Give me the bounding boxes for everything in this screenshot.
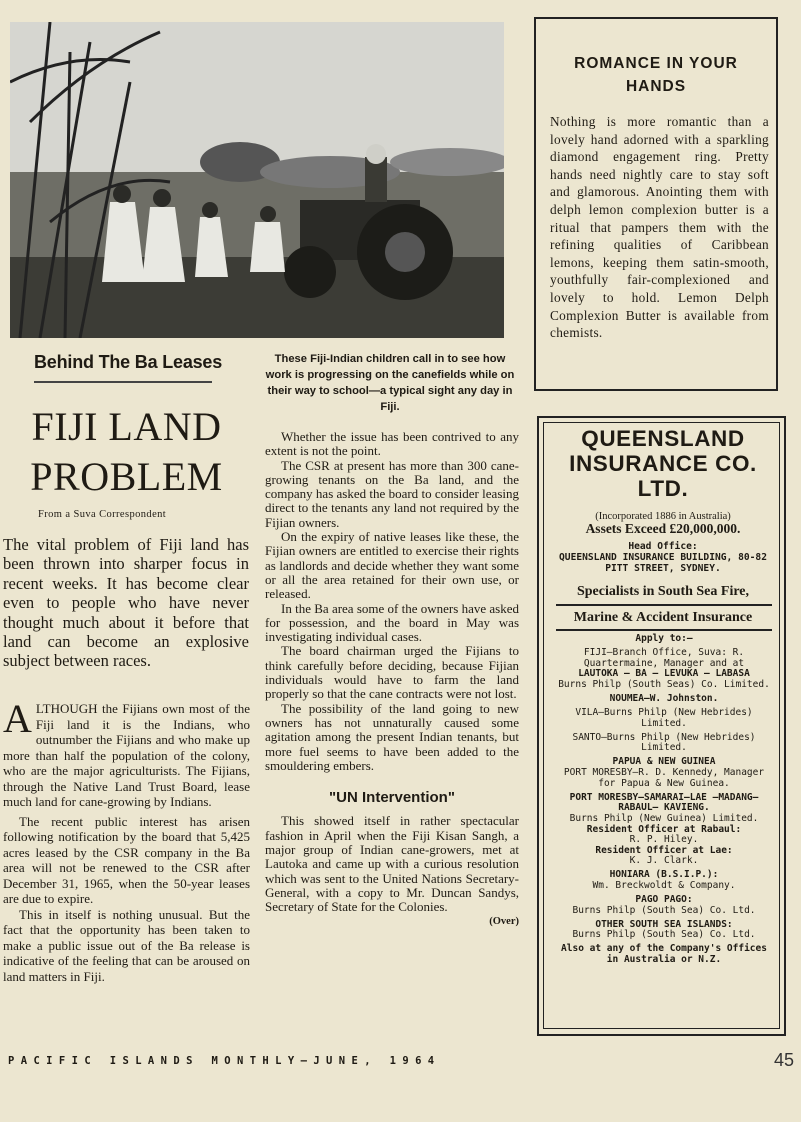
- other-islands-label: OTHER SOUTH SEA ISLANDS:: [595, 918, 733, 930]
- paragraph: This showed itself in rather spectacular fashion in April when the Fiji Kisan Sangh, a major group of Indian cane-growers, met at Lautoka and came up with a curious resolution which was sent to the United Nations Secretary-General, with a copy to Mr. Duncan Sandys, Secretary of State for the Colonies.: [265, 813, 519, 915]
- kicker-divider: [34, 381, 212, 383]
- section-subhead: "UN Intervention": [329, 789, 455, 807]
- paragraph: Whether the issue has been contrived to any extent is not the point.: [265, 429, 519, 459]
- agent-vila: VILA—Burns Philp (New Hebrides) Limited.: [575, 707, 753, 729]
- pago-label: PAGO PAGO:: [635, 894, 693, 906]
- insurance-company-name: QUEENSLAND INSURANCE CO. LTD.: [569, 426, 757, 501]
- title-line-1: FIJI LAND: [31, 404, 222, 449]
- divider: [556, 604, 772, 606]
- romance-ad-title: ROMANCE IN YOUR HANDS: [574, 55, 738, 95]
- canefield-photo: [10, 22, 504, 338]
- paragraph: The board chairman urged the Fijians to think carefully before deciding, because Fijian individuals would have to farm the land properly so that the cane contracts were not lost.: [265, 643, 519, 702]
- marine-line: Marine & Accident Insurance: [573, 610, 753, 625]
- page-footer: PACIFIC ISLANDS MONTHLY—JUNE, 1964: [8, 1055, 441, 1067]
- paragraph: The CSR at present has more than 300 cane-growing tenants on the Ba land, and the company has asked the board to consider leasing direct to the tenants any land not required by the Fijian owners.: [265, 457, 519, 530]
- article-title: [24, 402, 229, 502]
- incorporated-note: (Incorporated 1886 in Australia): [595, 511, 731, 522]
- lae-label: Resident Officer at Lae:: [595, 844, 733, 856]
- head-office-address: QUEENSLAND INSURANCE BUILDING, 80-82 PITT STREET, SYDNEY.: [559, 552, 767, 574]
- honiara-agent: Wm. Breckwoldt & Company.: [592, 879, 736, 891]
- paragraph: The recent public interest has arisen following notification by the board that 5,425 acres leased by the CSR company in the Ba area will not be renewed to the CSR after December 31, 1965, when the 50-year leases are due to expire.: [3, 813, 250, 906]
- paragraph: In the Ba area some of the owners have asked for possession, and the board in May was investigating individual cases.: [265, 600, 519, 645]
- agent-lautoka: LAUTOKA — BA — LEVUKA — LABASA: [578, 668, 750, 680]
- paragraph: The possibility of the land going to new owners has not unnaturally caused some agitation among the present Indian tenants, but more fuel seems to have been added to the smouldering embers.: [265, 700, 519, 773]
- pago-agent: Burns Philp (South Sea) Co. Ltd.: [572, 904, 756, 916]
- rabaul-label: Resident Officer at Rabaul:: [586, 823, 742, 835]
- article-column-1: [3, 696, 250, 984]
- continued-marker: (Over): [489, 915, 519, 927]
- agents-list: [553, 634, 775, 966]
- head-office-label: Head Office:: [628, 541, 698, 552]
- agent-burns-south-seas: Burns Philp (South Seas) Co. Limited.: [558, 678, 770, 690]
- agent-fiji: FIJI—Branch Office, Suva: R. Quartermaine, Manager and at: [583, 647, 745, 669]
- rabaul-officer: R. P. Hiley.: [629, 834, 699, 846]
- drop-cap: A: [3, 696, 32, 741]
- agent-burns-new-guinea: Burns Philp (New Guinea) Limited.: [569, 812, 759, 824]
- paragraph: [3, 696, 250, 810]
- tractor-children-illustration: [10, 22, 504, 338]
- paragraph: On the expiry of native leases like these, the Fijian owners are entitled to exercise their rights as landlords and decide whether they want some or all the area retained for their own use, or released.: [265, 529, 519, 602]
- other-islands-agent: Burns Philp (South Sea) Co. Ltd.: [572, 929, 756, 941]
- paragraph-text: LTHOUGH the Fijians own most of the Fiji land it is the Indians, who outnumber the Fijians and who make up more than half the population of the colony, who are the major agriculturists. The Fijians, through the Native Land Trust Board, lease much land for cane-growing by Indians.: [3, 701, 250, 809]
- lae-officer: K. J. Clark.: [629, 855, 699, 867]
- paragraph: This in itself is nothing unusual. But the fact that the opportunity has been taken to make a public issue out of the Ba release is indicative of the feeling that can be aroused on land matters in Fiji.: [3, 906, 250, 984]
- agent-port-moresby: PORT MORESBY—R. D. Kennedy, Manager for Papua & New Guinea.: [563, 767, 765, 789]
- agent-noumea: NOUMEA—W. Johnston.: [609, 692, 719, 704]
- honiara-label: HONIARA (B.S.I.P.):: [609, 869, 719, 881]
- assets-line: Assets Exceed £20,000,000.: [585, 521, 741, 536]
- agent-port-moresby-routes: PORT MORESBY—SAMARAI—LAE —MADANG—RABAUL— KAVIENG.: [569, 791, 759, 814]
- photo-caption: These Fiji-Indian children call in to see how work is progressing on the canefields while on their way to school—a typical sight any day in Fiji.: [265, 353, 515, 413]
- article-column-2: [265, 430, 519, 929]
- byline: From a Suva Correspondent: [38, 509, 167, 520]
- divider: [556, 629, 772, 631]
- romance-ad-body: Nothing is more romantic than a lovely hand adorned with a sparkling diamond engagement ring. Pretty hands need nightly care to stay soft and glamorous. Anointing them with delph lemon complexion butter is a ritual that pampers them with the refining qualities of Caribbean lemons, keeping them satin-smooth, youthfully fair-complexioned and lovely to hold. Lemon Delph Complexion Butter is available from chemists.: [550, 114, 769, 341]
- agent-papua: PAPUA & NEW GUINEA: [612, 756, 716, 768]
- page-number: 45: [773, 1050, 794, 1070]
- apply-to: Apply to:—: [635, 633, 693, 644]
- title-line-2: PROBLEM: [30, 454, 223, 499]
- agent-santo: SANTO—Burns Philp (New Hebrides) Limited.: [572, 731, 756, 754]
- article-kicker: Behind The Ba Leases: [34, 352, 223, 372]
- also-offices: Also at any of the Company's Offices in Australia or N.Z.: [561, 943, 767, 966]
- lead-paragraph: The vital problem of Fiji land has been thrown into sharper focus in recent weeks. It has become clear even to people who have never thought much about it before that land can become an explosive subject between races.: [3, 535, 249, 671]
- head-office: [548, 541, 778, 574]
- specialists-line: Specialists in South Sea Fire,: [576, 584, 750, 599]
